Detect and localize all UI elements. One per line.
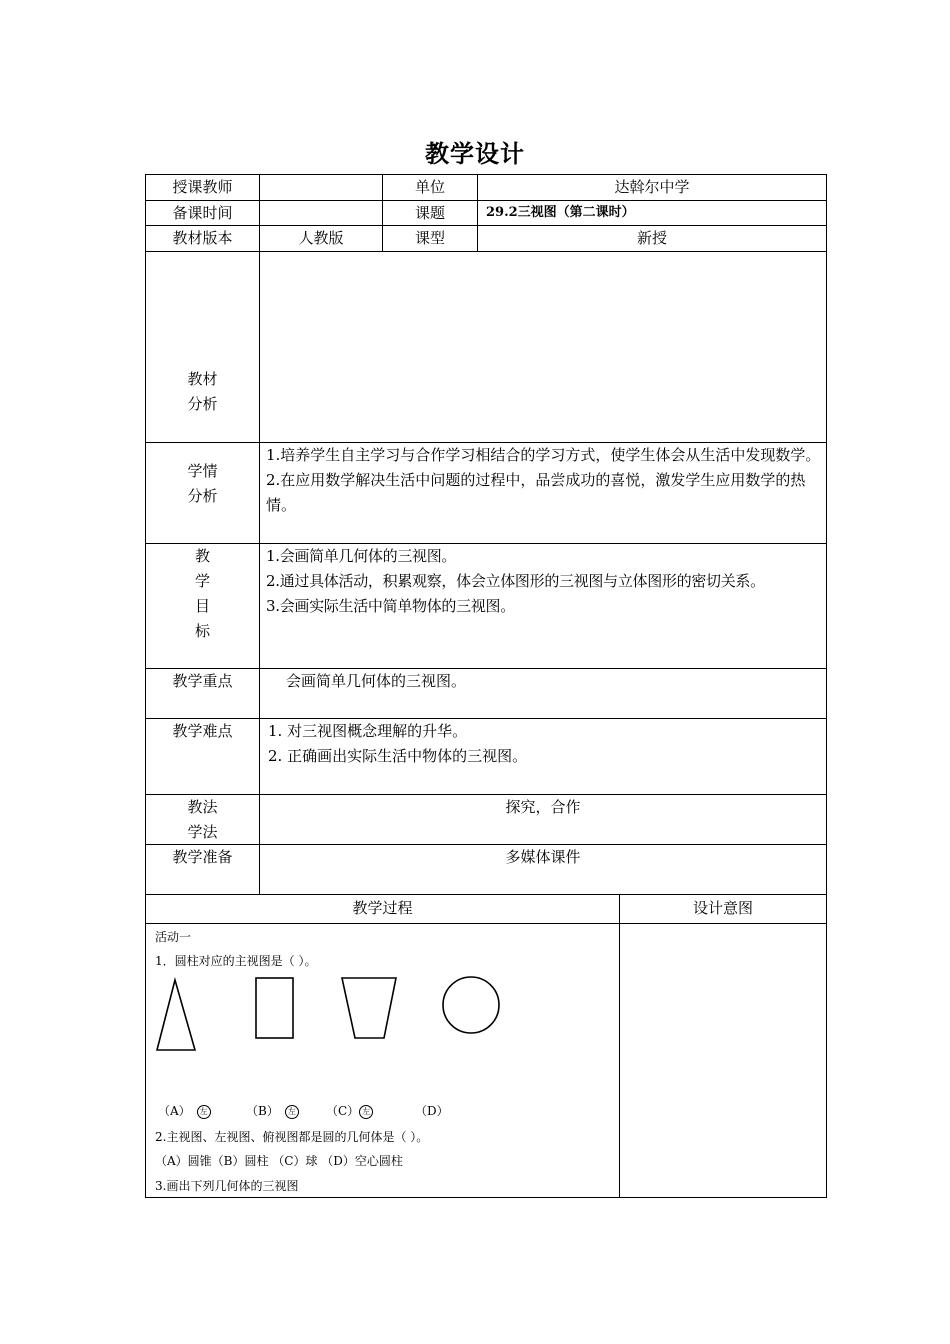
choice-b: （B） 左 bbox=[246, 1103, 299, 1119]
methods-label-line2: 学法 bbox=[187, 823, 218, 841]
objectives-label-char: 教 bbox=[194, 547, 210, 565]
shape-options-figure bbox=[150, 972, 510, 1056]
student-analysis-content bbox=[266, 443, 822, 543]
question-2-options: （A）圆锥（B）圆柱 （C）球 （D）空心圆柱 bbox=[155, 1154, 403, 1168]
circle-shape bbox=[443, 977, 499, 1033]
key-point-content: 会画简单几何体的三视图。 bbox=[286, 672, 467, 690]
trapezoid-shape bbox=[342, 978, 396, 1038]
objectives-content bbox=[266, 544, 824, 664]
teacher-value bbox=[260, 175, 382, 200]
methods-label-line1: 教法 bbox=[187, 798, 218, 816]
unit-value: 达斡尔中学 bbox=[614, 178, 690, 196]
objective-item-3: 3.会画实际生活中简单物体的三视图。 bbox=[266, 597, 515, 615]
time-label: 备课时间 bbox=[172, 204, 233, 222]
material-analysis-content bbox=[268, 254, 818, 439]
triangle-shape bbox=[157, 980, 195, 1050]
key-point-label: 教学重点 bbox=[172, 672, 233, 690]
time-value bbox=[260, 201, 382, 225]
objectives-label-char: 目 bbox=[194, 597, 210, 615]
student-analysis-item-2: 2.在应用数学解决生活中问题的过程中，品尝成功的喜悦，激发学生应用数学的热情。 bbox=[266, 471, 806, 514]
student-analysis-label-line1: 学情 bbox=[187, 462, 218, 480]
edition-value: 人教版 bbox=[298, 229, 344, 247]
intent-header: 设计意图 bbox=[692, 899, 753, 917]
student-analysis-item-1: 1.培养学生自主学习与合作学习相结合的学习方式，使学生体会从生活中发现数学。 bbox=[266, 446, 821, 464]
choice-mark: 左 bbox=[359, 1105, 373, 1119]
objectives-label-char: 标 bbox=[194, 622, 210, 640]
student-analysis-label bbox=[146, 459, 259, 509]
student-analysis-label-line2: 分析 bbox=[187, 487, 218, 505]
type-label: 课型 bbox=[414, 229, 445, 247]
activity-title: 活动一 bbox=[155, 930, 192, 944]
choice-mark: 左 bbox=[285, 1105, 299, 1119]
objectives-label bbox=[146, 544, 259, 644]
objective-item-2: 2.通过具体活动，积累观察，体会立体图形的三视图与立体图形的密切关系。 bbox=[266, 572, 765, 590]
question-2: 2.主视图、左视图、俯视图都是圆的几何体是（ ）。 bbox=[155, 1130, 429, 1144]
methods-label bbox=[146, 795, 259, 845]
objectives-label-char: 学 bbox=[194, 572, 210, 590]
difficulty-item-2: 2. 正确画出实际生活中物体的三视图。 bbox=[268, 747, 528, 765]
choice-d: （D） bbox=[415, 1104, 449, 1118]
teacher-label: 授课教师 bbox=[172, 178, 233, 196]
difficulty-label: 教学难点 bbox=[172, 722, 233, 740]
choice-mark: 左 bbox=[197, 1105, 211, 1119]
type-value: 新授 bbox=[636, 229, 667, 247]
topic-value: 29.2三视图（第二课时） bbox=[486, 205, 635, 220]
material-analysis-label bbox=[146, 367, 259, 417]
material-analysis-label-line1: 教材 bbox=[187, 370, 218, 388]
process-header: 教学过程 bbox=[352, 899, 413, 917]
edition-label: 教材版本 bbox=[172, 229, 233, 247]
difficulty-item-1: 1. 对三视图概念理解的升华。 bbox=[268, 722, 468, 740]
topic-label: 课题 bbox=[414, 204, 445, 222]
difficulty-content bbox=[268, 719, 818, 769]
methods-content: 探究，合作 bbox=[505, 798, 581, 816]
choice-c: （C） 左 bbox=[326, 1103, 373, 1119]
question-1: 1．圆柱对应的主视图是（ ）。 bbox=[155, 954, 317, 968]
choice-a: （A） 左 bbox=[158, 1103, 211, 1119]
rectangle-shape bbox=[256, 978, 293, 1038]
question-3: 3.画出下列几何体的三视图 bbox=[155, 1179, 299, 1193]
objective-item-1: 1.会画简单几何体的三视图。 bbox=[266, 547, 457, 565]
material-analysis-label-line2: 分析 bbox=[187, 395, 218, 413]
preparation-label: 教学准备 bbox=[172, 848, 233, 866]
preparation-content: 多媒体课件 bbox=[505, 848, 581, 866]
page-title: 教学设计 bbox=[425, 140, 525, 168]
unit-label: 单位 bbox=[414, 178, 445, 196]
